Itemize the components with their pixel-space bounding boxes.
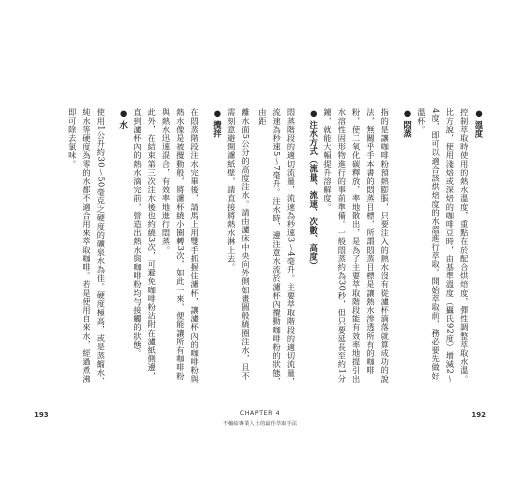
heading-water: ●水 [116,108,130,388]
page-number-left: 193 [34,411,49,419]
heading-bloom: ●悶蒸 [400,108,414,388]
paragraph-pour-a: 悶蒸階段的適切流量，流速為秒速3〜4毫升。主要萃取階段的適切流量，流速為秒速5〜7毫升。注水時，邊注意水流於濾杯內攪動咖啡粉的狀態，由距 [257,108,297,386]
bullet-icon: ● [212,108,223,119]
bullet-icon: ● [402,108,413,119]
paragraph-temperature: 控制萃取時使用的熱水溫度，重點在於配合烘焙度，彈性調整萃取水溫。比方說，使用淺焙或深焙的咖啡豆時，由基準溫度（攝氏92度）增減2〜4度，即可以適合該烘焙度的水溫進行萃取。開始萃取前，務必要先做好溫杯。 [416,108,470,384]
heading-temperature: ●溫度 [472,108,486,388]
heading-stir: ●攪拌 [210,108,224,388]
left-page-body [48,108,253,388]
paragraph-water: 使用1公升約30〜50毫克之硬度的礦泉水為佳。硬度極高，或是蒸餾水、純水等硬度為零的水都不適合用來萃取咖啡。若是使用自來水，經過煮沸即可除去氯味。 [67,108,107,386]
bullet-icon: ● [118,108,129,119]
running-footer [208,410,312,427]
heading-pour: ●注水方式（流量、流速、次數、高度） [306,108,320,388]
paragraph-stir-a: 在悶蒸階段注水完畢後，請馬上用雙手抓握住濾杯，讓濾杯內的咖啡粉與熱水像是被攪動般，將濾杯繞小圈轉3次，如此一來，便能讓所有咖啡粉與熱水迅速混合，有效率地進行悶蒸。 [161,108,201,384]
paragraph-pour-b: 離水面5公分的高度注水。請由濾床中央向外側如畫圓般繞圈注水，且不需刻意避開濾紙壁，請直接將熱水淋上去。 [226,108,251,381]
chapter-label: CHAPTER 4 [239,410,281,417]
bullet-icon: ● [308,108,319,119]
chapter-title: 不輸給專業人士的最佳萃取手法 [222,421,298,427]
paragraph-bloom: 指的是讓咖啡粉預熱膨脹，只要注入的熱水沒有從濾杯滴落就算成功的說法，無關乎手本書的悶蒸目標，所謂悶蒸目標是讓熱水滲透所有的咖啡粉，使二氧化碳釋放，率地散出，是為了主要萃取階段能有效率地提引出水溶性固形物進行的事前準備。一般悶蒸約為30秒，但只要延長至約1分鐘，就能大幅提升溶解度。 [323,108,391,384]
right-page-body [257,108,486,388]
page-number-right: 192 [471,411,486,419]
bullet-icon: ● [474,108,484,119]
paragraph-stir-b: 此外，在結束第三次注水後也約繞3次，可避免咖啡粉沾附在濾紙側邊，直到濾杯內的熱水滴完前，營造出熱水與咖啡粉均勻接觸的狀態。 [132,108,158,381]
